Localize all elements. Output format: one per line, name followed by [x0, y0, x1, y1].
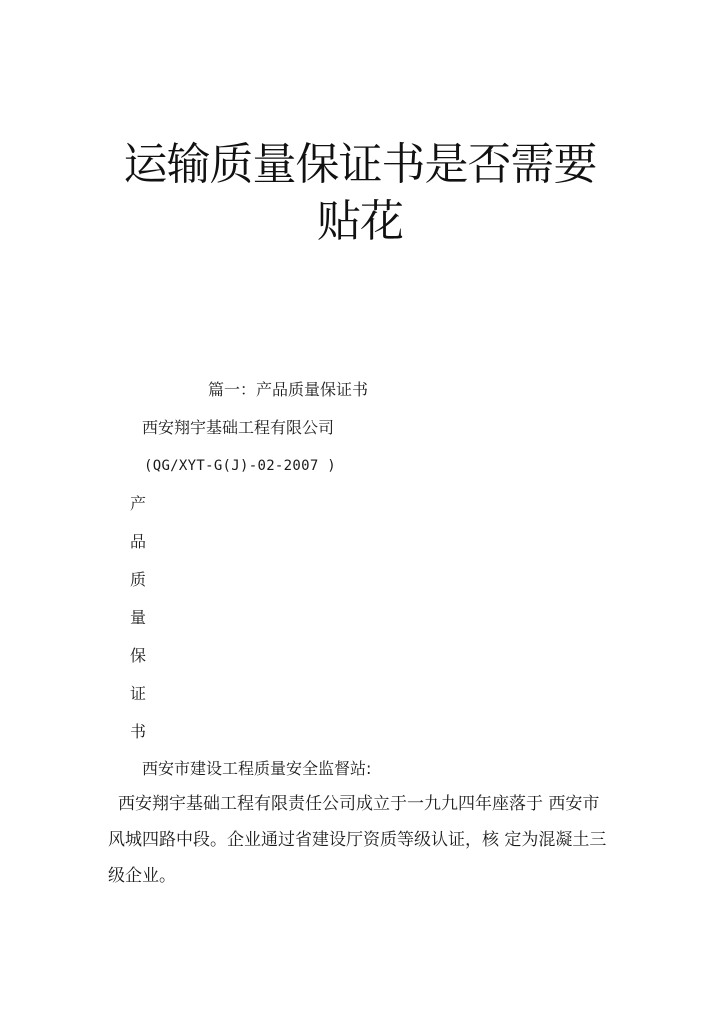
body-paragraph	[108, 786, 608, 894]
document-code: (QG/XYT-G(J)-02-2007 )	[144, 458, 337, 474]
vertical-title-char: 产	[130, 494, 147, 513]
vertical-title-char: 质	[130, 570, 147, 589]
body-line: 风城四路中段。企业通过省建设厅资质等级认证，核 定为混凝土三	[108, 830, 607, 850]
document-title-line-1: 运输质量保证书是否需要	[123, 139, 597, 190]
section-heading: 篇一：产品质量保证书	[208, 380, 369, 399]
addressee-line: 西安市建设工程质量安全监督站:	[142, 759, 372, 778]
body-line: 级企业。	[108, 866, 176, 886]
vertical-title-char: 品	[130, 532, 147, 551]
body-line: 西安翔宇基础工程有限责任公司成立于一九九四年座落于 西安市	[118, 794, 600, 814]
vertical-title-char: 书	[130, 722, 147, 741]
company-name: 西安翔宇基础工程有限公司	[142, 418, 335, 437]
vertical-title-char: 量	[130, 608, 147, 627]
document-title-line-2: 贴花	[317, 196, 403, 247]
vertical-title-char: 保	[130, 646, 147, 665]
vertical-title-char: 证	[130, 684, 147, 703]
